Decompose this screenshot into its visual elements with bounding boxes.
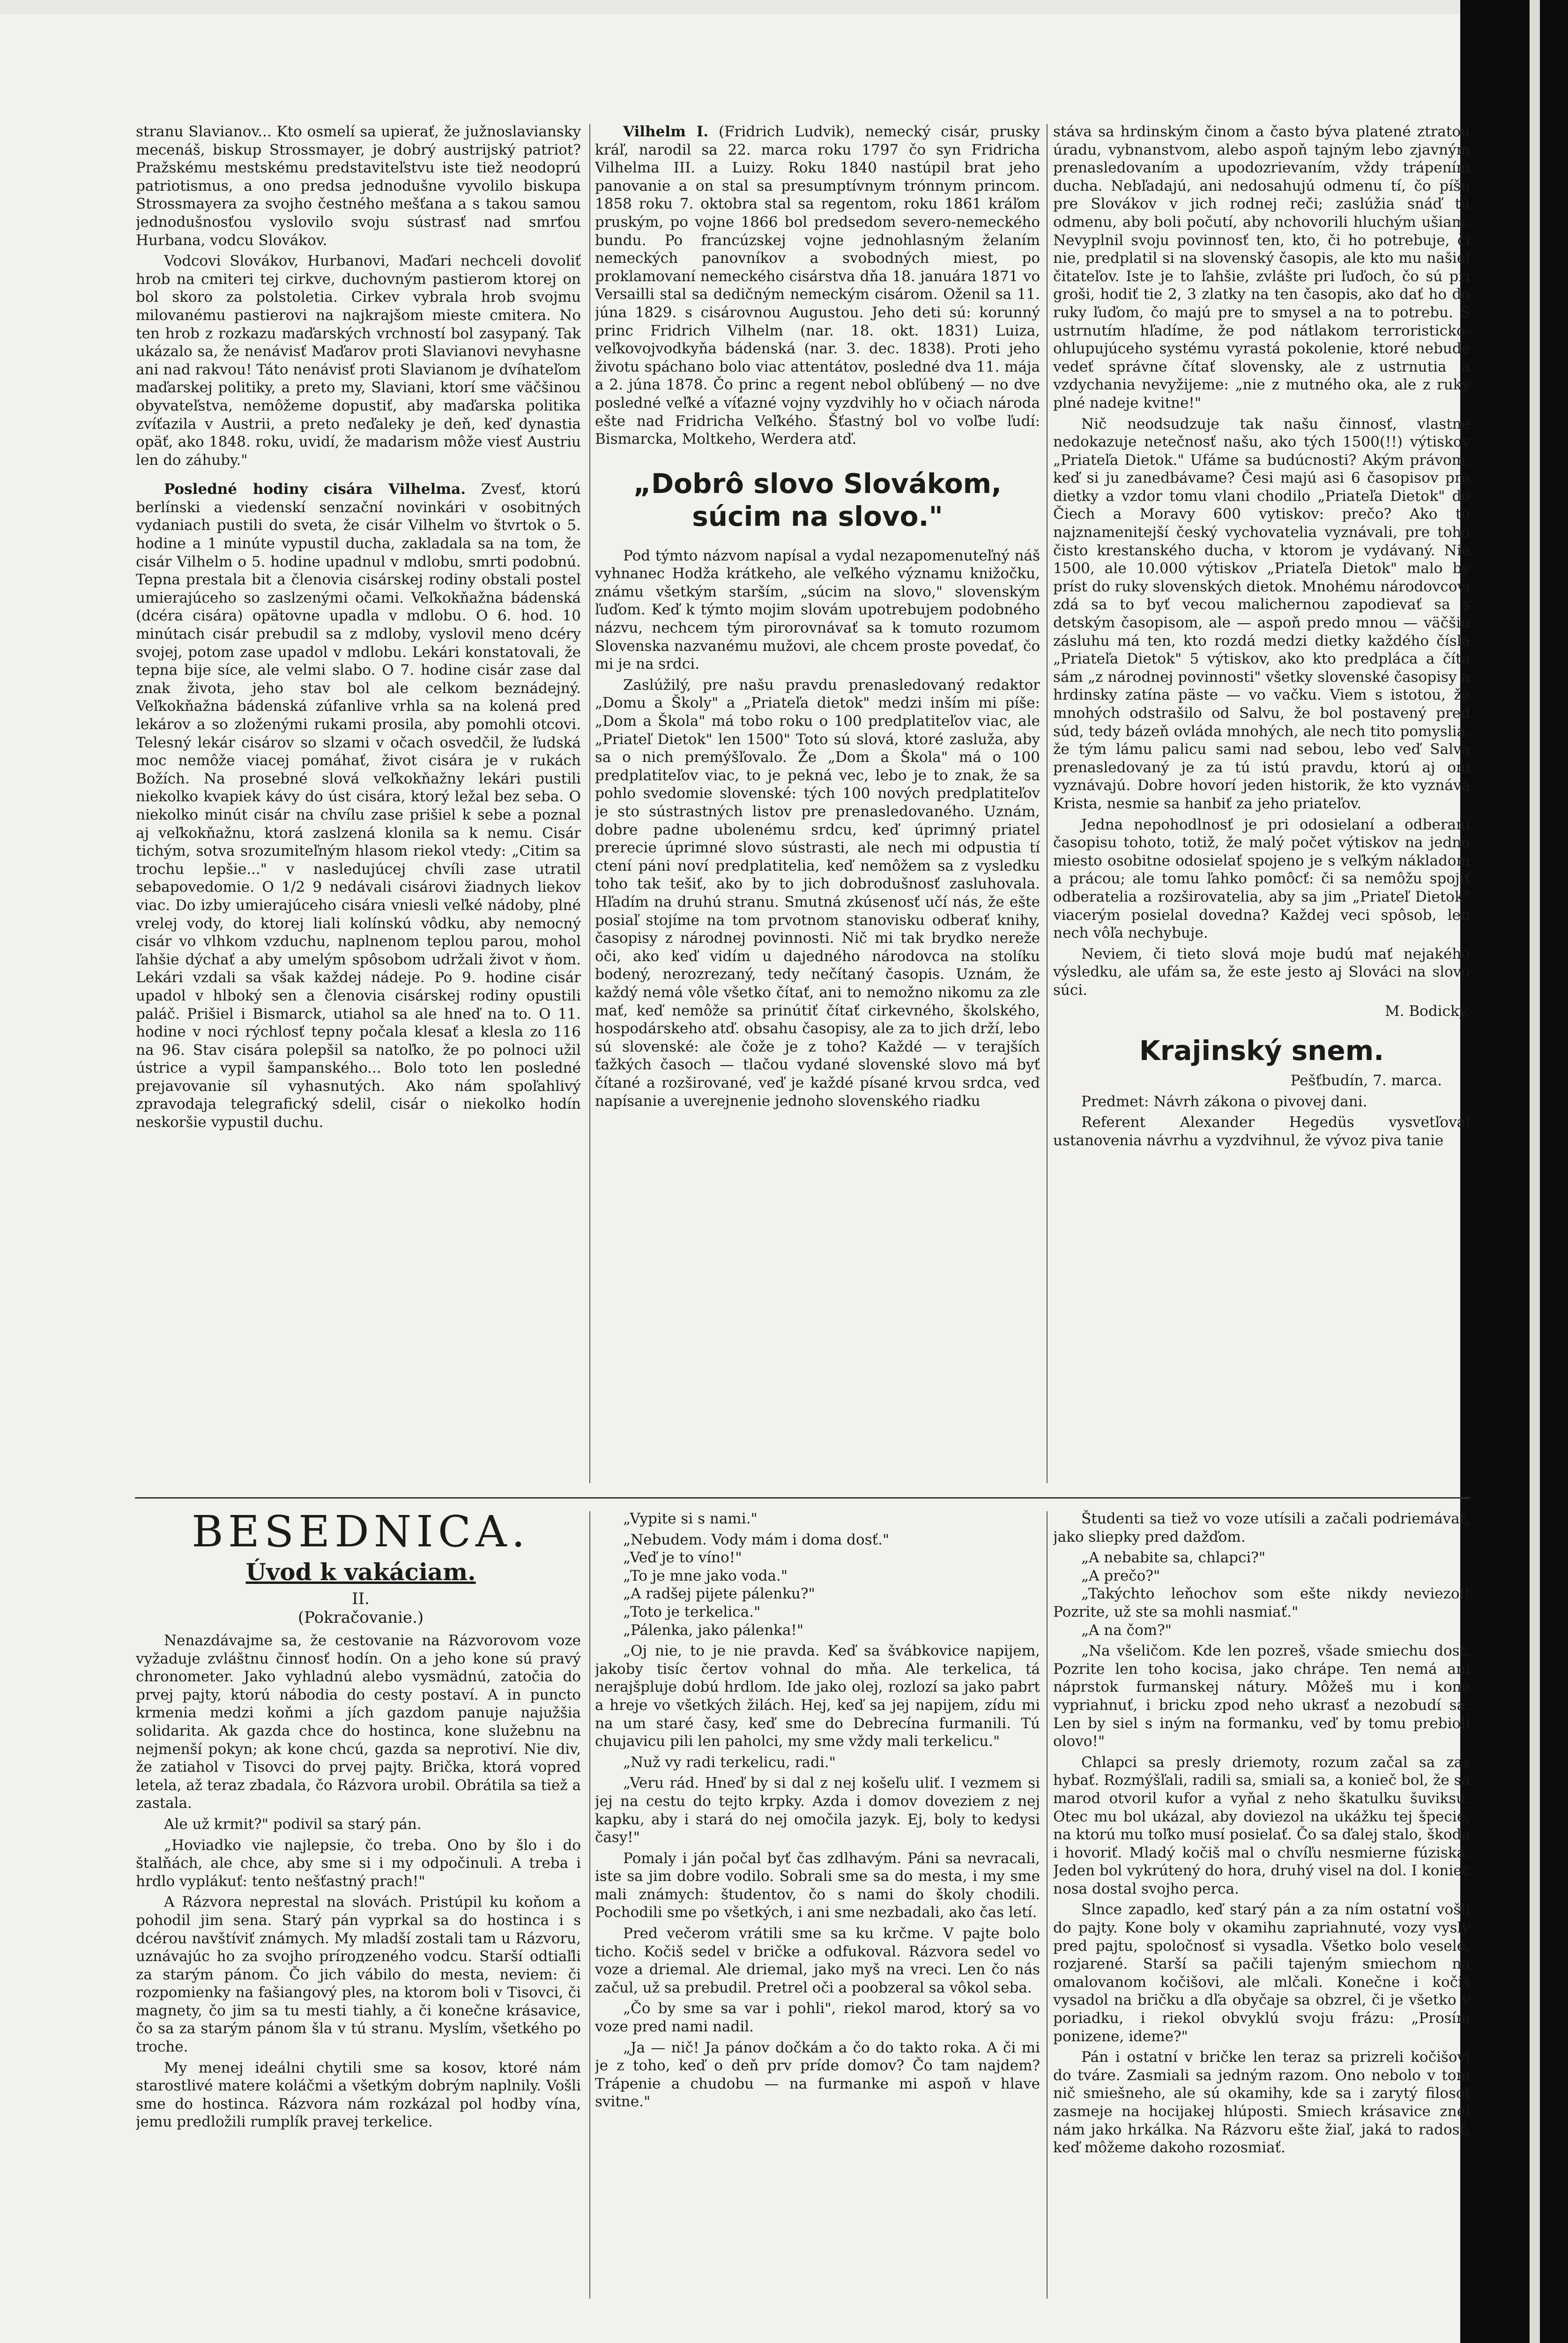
besednica-paragraph-2: Ale už krmit?" podivil sa starý pán. xyxy=(164,1815,422,1833)
col3-heading-krajinsky-snem: Krajinský snem. xyxy=(1139,1035,1384,1067)
dialog-line: „Toto je terkelica." xyxy=(623,1603,761,1620)
column-5 xyxy=(595,1510,1040,2297)
col3-paragraph-1: stáva sa hrdinským činom a často býva platené ztratou úradu, vybnanstvom, alebo aspoň tajným lebo zjavným prenasledovaním a upodozrievaním, vždy trápením ducha. Nebľadajú, ani nedosahujú odmenu tí, čo píšu pre Slovákov v jich rodnej reči; zaslúžia snáď tú odmenu, aby boli počutí, aby nchovorili hluchým ušiam. Nevyplnil svoju povinnosť ten, kto, či ho potrebuje, či nie, predplatil si na slovenský časopis, ale kto mu našiel čitateľov. Iste je to ľahšie, zvlášte pri ľuďoch, čo sú pri groši, hodiť tie 2, 3 zlatky na ten časopis, ako dať ho do ruky ľuďom, čo majú pre to smysel a na to potrebu. S ustrnutím hľadíme, že pod nátlakom terroristicko-ohlupujúceho systému vyrastá pokolenie, ktoré nebude vedeť správne čítať slovensky, ale z ustrnutia a vzdychania nevyžijeme: „nie z mutného oka, ale z ruky plné nadeje kvitne!" xyxy=(1053,123,1470,411)
dialog-line: „A nebabite sa, chlapci?" xyxy=(1081,1549,1266,1567)
col2-head-vilhelm: Vilhelm I. xyxy=(623,123,709,140)
besednica-paragraph-1: Nenazdávajme sa, že cestovanie na Rázvorovom voze vyžaduje zvláštnu činnosť hodín. On a jeho kone sú pravý chronometer. Jako vyhladnú alebo vysmädnú, zatočia do prvej pajty, ktorú nábodia do cesty postaví. A in puncto krmenia medzi koňmi a jích gazdom panuje najužšia solidarita. Ak gazda chce do hostinca, kone služebnu na nejmenší pokyn; ak kone chcú, gazda sa neprotiví. Nie div, že zatiahol v Tisovci do prvej pajty. Brička, ktorá vopred letela, až teraz zbadala, čo Rázvora urobil. Obrátila sa tiež a zastala. xyxy=(136,1632,581,1812)
col3-paragraph-2: Nič neodsudzuje tak našu činnosť, vlastne nedokazuje netečnosť našu, ako tých 1500(!!) výtiskov „Priateľa Dietok." Ufáme sa budúcnosti? Akým právom, keď si ju zanedbávame? Česi majú asi 6 časopisov pre dietky a vzdor tomu vlani chodilo „Priateľa Dietok" do Čiech a Moravy 600 vytiskov: prečo? Ako to najznamenitejší český vychovatelia vyznávali, pre toho čisto krestanského ducha, v ktorom je vydávaný. Nie 1500, ale 10.000 výtiskov „Priateľa Dietok" malo by príst do ruky slovenských dietok. Mnohému národovcovi zdá sa to byť vecou malichernou zapodievať sa s detským časopisom, ale — aspoň predo mnou — väčšiu zásluhu má ten, kto rozdá medzi dietky každého čísla „Priateľa Dietok" 5 výtiskov, ako kto predpláca a číta sám „z národnej povinnosti" všetky slovenské časopisy a hrdinsky zatína päste — vo vačku. Viem s istotou, že mnohých odstrašilo od Salvu, že bol postavený pred súd, tedy bázeň ovláda mnohých, ale nech tito pomyslia, že tým lámu palicu sami nad sebou, lebo veď Salva prenasledovaný je za tú istú pravdu, ktorú aj oni vyznávajú. Dobre hovorí jeden historik, že kto vyznáva Krista, nesmie sa hanbiť za jeho priateľov. xyxy=(1053,415,1470,812)
dialog-line: „A radšej pijete pálenku?" xyxy=(623,1585,815,1603)
col5-paragraph-1: „Oj nie, to je nie pravda. Keď sa švábkovice napijem, jakoby tisíc čertov vohnal do mňa. Ale terkelica, tá nerajšpluje dobú hrdlom. Ide jako olej, rozlozí sa jako pabrt a hreje vo všetkých žilách. Hej, keď sa jej napijem, zídu mi na um staré časy, keď sme do Debrecína furmanili. Tú chujavicu pili len paholci, my sme vždy mali terkelicu." xyxy=(595,1642,1040,1750)
col3-paragraph-4: Neviem, či tieto slová moje budú mať nejakého výsledku, ale ufám sa, že este jesto aj Slováci na slovo súci. xyxy=(1053,945,1470,999)
col5-paragraph-7: „Ja — nič! Ja pánov dočkám a čo do takto roka. A či mi je z toho, keď o deň prv príde domov? Čo tam najdem? Trápenie a chudobu — na furmanke mi aspoň v hlave svitne." xyxy=(595,2039,1040,2111)
feuilleton-rule xyxy=(135,1497,1470,1499)
dialog-line: „Takýchto leňochov som ešte nikdy neviezol! Pozrite, už ste sa mohli nasmiať." xyxy=(1053,1585,1470,1620)
scan-edge xyxy=(1460,0,1568,2343)
column-3 xyxy=(1053,123,1470,1482)
col5-paragraph-5: Pred večerom vrátili sme sa ku krčme. V pajte bolo ticho. Kočiš sedel v bričke a odfukoval. Rázvora sedel vo voze a driemal. Ale driemal, jako myš na vreci. Len čo nás začul, už sa prebudil. Pretrel oči a poobzeral sa vôkol seba. xyxy=(595,1925,1040,1996)
dialog-line: „Vypite si s nami." xyxy=(623,1510,758,1527)
column-2 xyxy=(595,123,1040,1482)
besednica-part: II. xyxy=(352,1589,370,1608)
column-rule-1 xyxy=(589,124,590,1483)
besednica-paragraph-3: „Hoviadko vie najlepsie, čo treba. Ono by šlo i do štalňách, ale chce, aby sme si i my odpočinuli. A treba i hrdlo vyplákuť: tento nešťastný prach!" xyxy=(136,1836,581,1890)
col3-signature: M. Bodický. xyxy=(1384,1002,1470,1020)
col5-paragraph-3: „Veru rád. Hneď by si dal z nej košeľu uliť. I vezmem si jej na cestu do tejto krpky. Azda i domov doveziem z nej kapku, aby i stará do nej omočila jazyk. Ej, boly to kedysi časy!" xyxy=(595,1775,1040,1846)
besednica-title: BESEDNICA. xyxy=(192,1507,530,1557)
besednica-paragraph-4: A Rázvora neprestal na slovách. Pristúpil ku koňom a pohodil jim sena. Starý pán vyprkal sa do hostinca i s dcérou navštíviť známych. My mladší zostali tam u Rázvoru, uznávajúc ho za svojho príroдzeného vodcu. Starší odtiaľli za starým pánom. Čo jich vábilo do mesta, neviem: či rozpomienky na fašiangový ples, na ktorom boli v Tisovci, či magnety, čo jim sa tu mesti tiahly, a či konečne krásavice, čo sa za starým pánom šla v tú stranu. Myslím, všetkého po troche. xyxy=(136,1894,581,2056)
column-rule-3 xyxy=(589,1511,590,2298)
besednica-note: (Pokračovanie.) xyxy=(297,1608,424,1627)
col6-paragraph-1: Študenti sa tiež vo voze utísili a začali podriemávať, jako sliepky pred dažďom. xyxy=(1053,1510,1470,1545)
col3-paragraph-6: Referent Alexander Hegedüs vysvetľoval ustanovenia návrhu a vyzdvihnul, že vývoz piva tanie xyxy=(1053,1114,1470,1149)
col2-headline-dobre-slovo: „Dobrô slovo Slovákom, súcim na slovo." xyxy=(633,467,1002,532)
column-6 xyxy=(1053,1510,1470,2297)
col6-paragraph-2: „Na všeličom. Kde len pozreš, všade smiechu dosť. Pozrite len toho kocisa, jako chrápe. Ten nemá ani náprstok furmanskej nátury. Môžeš mu i kone vypriahnuť, i bricku zpod neho ukrasť a nezobudí sa. Len by siel s iným na formanku, veď by tomu prebiolí olovo!" xyxy=(1053,1642,1470,1750)
column-rule-4 xyxy=(1047,1511,1048,2298)
col5-paragraph-2: „Nuž vy radi terkelicu, radi." xyxy=(623,1754,836,1771)
col1-headline-emperor-hours: Posledné hodiny cisára Vilhelma. xyxy=(164,481,466,498)
besednica-paragraph-5: My menej ideálni chytili sme sa kosov, ktoré nám starostlivé matere koláčmi a všetkým dobrým naplnily. Vošli sme do hostinca. Rázvora nám rozkázal pol hodby vína, jemu predložili rumplík pravej terkelice. xyxy=(136,2059,581,2131)
col6-paragraph-5: Pán i ostatní v bričke len teraz sa prizreli kočišovi do tváre. Zasmiali sa jedným razom. Ono nebolo v tom nič smiešneho, ale sú okamihy, kde sa i zarytý filosof zasmeje na hocijakej hlúposti. Smiech krásavice zneľ nám jako hrkálka. Na Rázvoru ešte žiaľ, jaká to radosť, keď môžeme dakoho rozosmiať. xyxy=(1053,2049,1470,2156)
column-rule-2 xyxy=(1047,124,1048,1483)
dialog-line: „Veď je to víno!" xyxy=(623,1549,742,1567)
dialog-line: „A na čom?" xyxy=(1081,1621,1172,1639)
column-1 xyxy=(136,123,581,1482)
col3-paragraph-5: Predmet: Návrh zákona o pivovej dani. xyxy=(1081,1093,1367,1110)
dialog-line: „Pálenka, jako pálenka!" xyxy=(623,1621,804,1639)
dialog-line: „Nebudem. Vody mám i doma dosť." xyxy=(623,1531,890,1548)
column-4 xyxy=(136,1632,581,2297)
col5-paragraph-6: „Čo by sme sa var i pohli", riekol marod, ktorý sa vo voze pred nami nadil. xyxy=(595,2000,1040,2036)
col3-dateline: Pešťbudín, 7. marca. xyxy=(1290,1072,1442,1089)
dialog-line: „A prečo?" xyxy=(1081,1567,1160,1584)
col2-paragraph-1-text: (Fridrich Ludvik), nemecký cisár, prusky kráľ, narodil sa 22. marca roku 1797 čo syn Fridricha Vilhelma III. a Luizy. Roku 1840 nastúpil brat jeho panovanie a on stal sa presumptívnym trónnym princom. 1858 roku 7. oktobra stal sa regentom, roku 1861 kráľom pruským, po vojne 1866 bol predsedom severo-nemeckého bundu. Po francúzskej vojne jednohlasným želaním nemeckých panovníkov a svobodných miest, po proklamovaní nemeckého cisárstva dňa 18. januára 1871 vo Versailli stal sa dedičným nemeckým cisárom. Oženil sa 11. júna 1829. s cisárovnou Augustou. Jeho deti sú: korunný princ Fridrich Vilhelm (nar. 18. okt. 1831) Luiza, veľkovojvodkyňa bádenská (nar. 3. dec. 1838). Proti jeho životu spáchano bolo viac attentátov, posledné dva 11. mája a 2. júna 1878. Čo princ a regent nebol obľúbený — no dve posledné veľké a víťazné vojny vyzdvihly ho v očiach národa ešte nad Fridricha Veľkého. Šťastný bol vo voľbe ľudí: Bismarcka, Moltkeho, Werdera atď. xyxy=(595,123,1040,448)
col1-paragraph-3-text: Zvesť, ktorú berlínski a viedenskí senzační novinkári v osobitných vydaniach pustili do sveta, že cisár Vilhelm vo štvrtok o 5. hodine a 1 minúte vypustil ducha, zakladala sa na tom, že cisár Vilhelm o 5. hodine upadnul v mdlobu, smrti podobnú. Tepna prestala bit a členovia cisárskej rodiny obstali posteľ umierajúceho so zaslzenými očami. Veľkokňažna bádenská (dcéra cisára) opätovne upadla v mdlobu. O 6. hod. 10 minútach cisár prebudil sa z mdloby, vyslovil meno dcéry svojej, potom zase upadol v mdlobu. Lekári konstatovali, že tepna bije síce, ale velmi slabo. O 7. hodine cisár zase dal znak života, jeho stav bol ale celkom beznádejný. Veľkokňažna bádenská zúfanlive vrhla sa na kolená pred lekárov a so zloženými rukami prosila, aby pomohli otcovi. Telesný lekár cisárov so slzami v očach osvedčil, že ľudská moc nemôže viacej pomáhať, život cisára je v rukách Božích. Na prosebné slová veľkokňažny lekári pustili niekolko kvapiek kávy do úst cisára, ktorý ležal bez seba. O niekolko minút cisár na chvílu zase prišiel k sebe a poznal aj veľkokňažnu, ktorá zaslzená klonila sa k nemu. Cisár tichým, sotva srozumiteľným hlasom riekol vtedy: „Citim sa trochu lepšie..." v nasledujúcej chvíli zase utratil sebapovedomie. O 1/2 9 nedávali cisárovi žiadnych liekov viac. Do izby umierajúceho cisára vniesli veľké nádoby, plné vrelej vody, do ktorej liali kolínskú vôdku, aby nemocný cisár vo vlhkom vzduchu, naplnenom teplou parou, mohol ľahšie dýchať a aby umelým spôsobom udržali život v ňom. Lekári vzdali sa však každej nádeje. Po 9. hodine cisár upadol v hlboký sen a členovia cisárskej rodiny opustili paláč. Prišiel i Bismarck, utiahol sa ale hneď na to. O 11. hodine v noci rýchlosť tepny počala klesať a klesla zo 116 na 96. Stav cisára polepšil sa natoľko, že po polnoci užil ústrice a vypil šampanského... Bolo toto len posledné prejavovanie síl vyhasnutých. Ako nám spoľahlivý zpravodaja telegrafický sdelil, cisár o niekolko hodín neskoršie vypustil duchu. xyxy=(136,481,581,1131)
col6-paragraph-4: Slnce zapadlo, keď starý pán a za ním ostatní vošli do pajty. Kone boly v okamihu zapriahnuté, vozy vysly pred pajtu, spoločnosť si vysadla. Všetko bolo veselé, rozjarené. Starší sa pačili tajeným smiechom na omalovanom kočišovi, ale mlčali. Konečne i kočiš vysadol na bričku a dľa obyčaje sa obzrel, či je všetko v poriadku, i riekol obvyklú svoju frázu: „Prosím ponizene, ideme?" xyxy=(1053,1901,1470,2045)
col2-paragraph-2: Pod týmto názvom napísal a vydal nezapomenuteľný náš vyhnanec Hodža krátkeho, ale veľkého významu knižočku, známu všetkým starším, „súcim na slovo," slovenským ľuďom. Keď k týmto mojim slovám upotrebujem podobného názvu, nechcem tým pirorovnávať sa k tomuto rozumom Slovenska nazvanému mužovi, ale chcem proste povedať, čo mi je na srdci. xyxy=(595,547,1040,673)
col2-paragraph-1 xyxy=(595,123,1040,448)
col1-paragraph-1: stranu Slavianov... Kto osmelí sa upierať, že južnoslaviansky mecenáš, biskup Strossmayer, je dobrý austrijský patriot? Pražskému mestskému predstaviteľstvu iste tiež neodoprú patriotismus, a ono predsa jednodušne vyvolilo biskupa Strossmayera za svojho čestného mešťana a s takou samou jednodušnosťou vyslovilo svoju sústrasť nad smrťou Hurbana, vodcu Slovákov. xyxy=(136,123,581,249)
col2-paragraph-3: Zaslúžilý, pre našu pravdu prenasledovaný redaktor „Domu a Školy" a „Priateľa dietok" medzi inším mi píše: „Dom a Škola" má tobo roku o 100 predplatiteľov viac, ale „Priateľ Dietok" len 1500" Toto sú slová, ktoré zasluža, aby sa o nich premýšľovalo. Že „Dom a Škola" má o 100 predplatiteľov viac, to je pekná vec, lebo je to znak, že sa pohlo svedomie slovenské: tých 100 nových predplatiteľov je sto sústrastných listov pre prenasledovaného. Uznám, dobre padne ubolenému srdcu, keď úprimný priateľ prerecie úprimné slovo sústrasti, ale nech mi odpustia tí ctení páni noví predplatitelia, keď nemôžem sa z vysledku toho tak tešiť, ako by to jich dobrodušnosť zasluhovala. Hľadím na druhú stranu. Smutná zkúsenosť učí nás, že ešte posiaľ stojíme na tom prvotnom stanovisku odberať knihy, časopisy z národnej povinnosti. Nič mi tak brydko nereže oči, ako keď vidím u dajedného národovca na stolíku bodený, nerozrezaný, tedy nečítaný časopis. Uznám, že každý nemá vôle všetko čítať, ani to nemožno nikomu za zle mať, keď nemôže sa prinútiť čítať cirkevného, školského, hospodárskeho atď. obsahu časopisy, ale za to jich drží, lebo sú slovenské: ale čože je z toho? Každé — v terajších ťažkých časoch — tlačou vydané slovenské slovo má byť čítané a rozširované, veď je každé písané krvou srdca, veď napísanie a uverejnenie jednoho slovenského riadku xyxy=(595,676,1040,1110)
col3-paragraph-3: Jedna nepohodlnosť je pri odosielaní a odberaní časopisu tohoto, totiž, že malý počet výtiskov na jedno miesto osobitne odosielať spojeno je s veľkým nákladom a prácou; ale tomu ľahko pomôcť: či sa nemôžu spojiť odberatelia a rozširovatelia, aby sa jim „Priateľ Dietok" viacerým posielal dovedna? Každej veci spôsob, len nech vôľa nechybuje. xyxy=(1053,816,1470,942)
besednica-subtitle: Úvod k vakáciam. xyxy=(245,1558,476,1586)
dialog-line: „To je mne jako voda." xyxy=(623,1567,788,1584)
col6-paragraph-3: Chlapci sa presly driemoty, rozum začal sa zas hybať. Rozmýšľali, radili sa, smiali sa, a konieč bol, že sa marod otvoril kufor a vyňal z neho škatulku šuviksu. Otec mu bol ukázal, aby doviezol na ukážku tej špecie, na ktorú mu toľko musí posielať. Čo sa ďalej stalo, škoda i hovoriť. Mladý kočiš mal o chvíľu nesmierne fúziská. Jeden bol vykrútený do hora, druhý visel na dol. I koniec nosa dostal svojho perca. xyxy=(1053,1754,1470,1897)
page-top-margin xyxy=(0,0,1460,14)
col5-paragraph-4: Pomaly i ján počal byť čas zdlhavým. Páni sa nevracali, iste sa jim dobre vodilo. Sobrali sme sa do mesta, i my sme mali známych: študentov, čo s nami do školy chodili. Pochodili sme po všetkých, i ani sme nezbadali, ako čas letí. xyxy=(595,1850,1040,1921)
col1-paragraph-2: Vodcovi Slovákov, Hurbanovi, Maďari nechceli dovoliť hrob na cmiteri tej cirkve, duchovným pastierom ktorej on bol skoro za polstoletia. Cirkev vybrala hrob svojmu milovanému pastierovi na najkrajšom mieste cmitera. No ten hrob z rozkazu maďarských vrchností bol zasypaný. Tak ukázalo sa, že nenávisť Maďarov proti Slavianovi nevyhasne ani nad rakvou! Táto nenávisť proti Slavianom je dvíhateľom maďarskej politiky, a preto my, Slaviani, ktorí sme väčšinou obyvateľstva, nemôžeme dopustiť, aby maďarska politika zvíťazila v Austrii, a preto neďaleky je deň, keď dynastia opäť, ako 1848. roku, uvidí, že madarism môže viesť Austriu len do záhuby." xyxy=(136,253,581,469)
col1-paragraph-3 xyxy=(136,480,581,1131)
